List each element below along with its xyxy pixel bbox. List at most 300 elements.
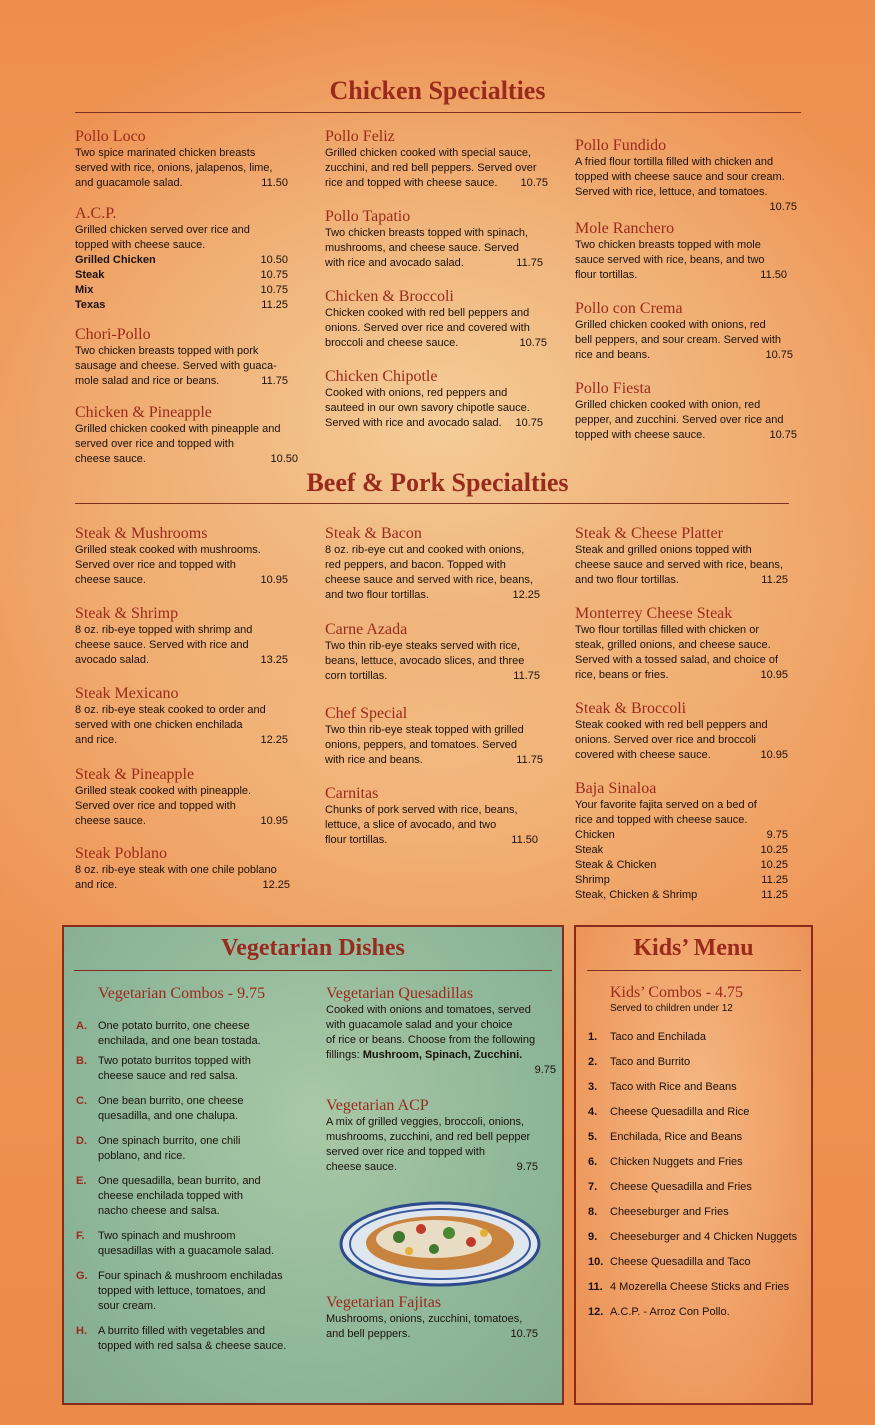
desc-text: and two flour tortillas. <box>575 574 679 586</box>
kids-menu-title: Kids’ Menu <box>633 935 754 961</box>
menu-item-monterrey-cheese-steak <box>575 605 788 683</box>
desc-text: with rice and avocado salad. <box>325 257 464 269</box>
desc-line <box>325 669 540 684</box>
combo-text-line: topped with red salsa & cheese sauce. <box>98 1340 287 1352</box>
menu-item-vegetarian-fajitas <box>326 1294 538 1342</box>
item-price: 11.50 <box>760 269 787 281</box>
combo-text-line: One potato burrito, one cheese <box>98 1020 250 1032</box>
item-description <box>575 238 787 283</box>
desc-line: pepper, and zucchini. Served over rice and <box>575 414 784 426</box>
item-description <box>325 306 547 351</box>
desc-line: Served with rice, lettuce, and tomatoes. <box>575 186 768 198</box>
vegetarian-title-rule <box>74 970 552 971</box>
kids-combos-title: Kids’ Combos - 4.75 <box>610 984 744 1001</box>
item-name: Mole Ranchero <box>575 220 675 237</box>
item-price: 10.50 <box>270 453 298 465</box>
combo-text: 4 Mozerella Cheese Sticks and Fries <box>610 1281 790 1293</box>
desc-line <box>325 753 543 768</box>
menu-item-chicken-and-broccoli <box>325 288 547 351</box>
desc-line: topped with cheese sauce and sour cream. <box>575 171 785 183</box>
item-price: 10.75 <box>765 349 793 361</box>
desc-line: Chunks of pork served with rice, beans, <box>325 804 518 816</box>
combo-number: 5. <box>588 1131 598 1143</box>
price-option <box>75 283 288 298</box>
combo-text: Cheese Quesadilla and Taco <box>610 1256 751 1268</box>
item-description <box>325 639 540 684</box>
desc-line: Two spice marinated chicken breasts <box>75 147 256 159</box>
item-description <box>75 703 288 748</box>
combo-text-line: One spinach burrito, one chili <box>98 1135 241 1147</box>
menu-item-pollo-feliz <box>325 128 548 191</box>
menu-item-steak-and-bacon <box>325 525 540 603</box>
desc-line: cheese sauce and served with rice, beans, <box>325 574 533 586</box>
desc-line <box>325 176 548 191</box>
kids-combo-item <box>588 1030 813 1045</box>
desc-line: A mix of grilled veggies, broccoli, onions, <box>326 1116 525 1128</box>
desc-line: Served over rice and topped with <box>75 800 236 812</box>
kids-combo-item <box>588 1155 813 1170</box>
item-description <box>75 623 288 668</box>
combo-text <box>98 1054 251 1084</box>
item-description <box>75 422 298 467</box>
desc-line <box>325 833 538 848</box>
combo-text <box>98 1094 244 1124</box>
menu-item-pollo-tapatio <box>325 208 543 271</box>
fillings-label: fillings: <box>326 1049 360 1061</box>
combo-letter: H. <box>76 1325 87 1337</box>
item-description <box>75 223 288 313</box>
kids-combo-item <box>588 1080 813 1095</box>
desc-line <box>75 374 288 389</box>
menu-item-chef-special <box>325 705 543 768</box>
desc-line: Two thin rib-eye steak topped with grilled <box>325 724 524 736</box>
desc-line <box>325 256 543 271</box>
item-name: Monterrey Cheese Steak <box>575 605 733 622</box>
price-option <box>75 298 288 313</box>
desc-text: and rice. <box>75 734 118 746</box>
desc-text: cheese sauce. <box>326 1161 397 1173</box>
item-description <box>325 386 543 431</box>
item-price: 11.75 <box>261 375 288 387</box>
desc-text: Served with rice and avocado salad. <box>325 417 502 429</box>
item-description <box>575 155 797 215</box>
combo-text-line: One quesadilla, bean burrito, and <box>98 1175 261 1187</box>
desc-line <box>575 428 797 443</box>
combo-text-line: poblano, and rice. <box>98 1150 186 1162</box>
item-price: 9.75 <box>534 1064 556 1076</box>
desc-line: Grilled chicken served over rice and <box>75 224 250 236</box>
option-price: 10.50 <box>260 254 288 266</box>
option-label: Steak, Chicken & Shrimp <box>575 889 698 901</box>
desc-line: Served with a tossed salad, and choice of <box>575 654 779 666</box>
menu-item-pollo-fiesta <box>575 380 797 443</box>
desc-line: red peppers, and bacon. Topped with <box>325 559 506 571</box>
item-price: 10.95 <box>260 815 288 827</box>
combo-text: A.C.P. - Arroz Con Pollo. <box>610 1306 730 1318</box>
combo-text: Chicken Nuggets and Fries <box>610 1156 743 1168</box>
item-description <box>325 226 543 271</box>
desc-line <box>75 653 288 668</box>
desc-line: sauce served with rice, beans, and two <box>575 254 765 266</box>
desc-line <box>325 336 547 351</box>
desc-text: topped with cheese sauce. <box>575 429 706 441</box>
option-price: 9.75 <box>766 829 788 841</box>
kids-combo-item <box>588 1255 813 1270</box>
item-price: 11.75 <box>513 670 540 682</box>
option-label: Chicken <box>575 829 615 841</box>
desc-line: served with one chicken enchilada <box>75 719 243 731</box>
item-name: Steak & Shrimp <box>75 605 179 622</box>
combo-text-line: Four spinach & mushroom enchiladas <box>98 1270 283 1282</box>
item-name: Chef Special <box>325 705 408 722</box>
kids-title-rule <box>587 970 801 971</box>
combo-number: 9. <box>588 1231 598 1243</box>
desc-line: lettuce, a slice of avocado, and two <box>325 819 497 831</box>
desc-line <box>325 588 540 603</box>
desc-text: and bell peppers. <box>326 1328 411 1340</box>
desc-text: cheese sauce. <box>75 453 146 465</box>
desc-line: A fried flour tortilla filled with chicken and <box>575 156 774 168</box>
combo-text-line: quesadillas with a guacamole salad. <box>98 1245 275 1257</box>
desc-line <box>75 452 298 467</box>
item-price: 10.75 <box>769 201 797 213</box>
item-description <box>75 863 290 893</box>
item-name: Steak Mexicano <box>75 685 179 702</box>
menu-item-chori-pollo <box>75 326 288 389</box>
option-price: 10.25 <box>760 844 788 856</box>
item-description <box>325 803 538 848</box>
desc-line <box>75 176 288 191</box>
desc-line: Chicken cooked with red bell peppers and <box>325 307 530 319</box>
price-option <box>575 858 788 873</box>
item-price: 11.75 <box>516 754 543 766</box>
desc-line: Your favorite fajita served on a bed of <box>575 799 757 811</box>
desc-line: steak, grilled onions, and cheese sauce. <box>575 639 771 651</box>
vegetarian-combo-a <box>76 1019 308 1049</box>
menu-item-steak-and-cheese-platter <box>575 525 788 588</box>
desc-line: Grilled steak cooked with mushrooms. <box>75 544 261 556</box>
vegetarian-combo-f <box>76 1229 308 1259</box>
item-description <box>75 784 288 829</box>
item-name: Steak & Pineapple <box>75 766 195 783</box>
combo-text-line: nacho cheese and salsa. <box>98 1205 220 1217</box>
combo-number: 7. <box>588 1181 598 1193</box>
kids-combo-item <box>588 1130 813 1145</box>
option-price: 11.25 <box>261 299 288 311</box>
option-label: Mix <box>75 284 94 296</box>
fillings-list: Mushroom, Spinach, Zucchini. <box>362 1049 523 1061</box>
option-label: Steak & Chicken <box>575 859 657 871</box>
desc-line: onions. Served over rice and covered with <box>325 322 530 334</box>
combo-number: 4. <box>588 1106 598 1118</box>
desc-line: with guacamole salad and your choice <box>326 1019 513 1031</box>
desc-line <box>75 733 288 748</box>
item-name: Pollo con Crema <box>575 300 683 317</box>
item-price: 12.25 <box>512 589 540 601</box>
item-price: 11.25 <box>761 574 788 586</box>
item-price: 10.75 <box>515 417 543 429</box>
menu-item-mole-ranchero <box>575 220 787 283</box>
vegetarian-panel <box>62 925 564 1405</box>
item-description <box>325 146 548 191</box>
desc-text: corn tortillas. <box>325 670 388 682</box>
desc-line: Steak and grilled onions topped with <box>575 544 752 556</box>
desc-line: Two flour tortillas filled with chicken or <box>575 624 760 636</box>
item-name: A.C.P. <box>75 205 117 222</box>
combo-text: Cheese Quesadilla and Fries <box>610 1181 752 1193</box>
desc-text: flour tortillas. <box>575 269 638 281</box>
price-option <box>75 268 288 283</box>
item-name: Pollo Loco <box>75 128 146 145</box>
item-description <box>75 146 288 191</box>
combo-text <box>98 1019 261 1049</box>
menu-item-steak-and-pineapple <box>75 766 288 829</box>
item-price: 11.50 <box>261 177 288 189</box>
vegetarian-title: Vegetarian Dishes <box>221 935 405 961</box>
desc-line: Grilled steak cooked with pineapple. <box>75 785 252 797</box>
item-price: 10.75 <box>769 429 797 441</box>
item-name: Chicken & Broccoli <box>325 288 454 305</box>
combo-letter: F. <box>76 1230 85 1242</box>
combo-text-line: Two spinach and mushroom <box>98 1230 236 1242</box>
desc-text: rice and topped with cheese sauce. <box>325 177 498 189</box>
desc-line: Grilled chicken cooked with onions, red <box>575 319 766 331</box>
desc-line: onions. Served over rice and broccoli <box>575 734 756 746</box>
vegetarian-combo-c <box>76 1094 308 1124</box>
option-label: Shrimp <box>575 874 610 886</box>
item-description <box>75 543 288 588</box>
item-description <box>325 723 543 768</box>
item-name: Vegetarian ACP <box>326 1097 429 1114</box>
item-name: Chicken Chipotle <box>325 368 438 385</box>
kids-combo-item <box>588 1230 813 1245</box>
price-option <box>575 843 788 858</box>
combo-number: 1. <box>588 1031 598 1043</box>
kids-combo-item <box>588 1205 813 1220</box>
item-description <box>575 398 797 443</box>
item-description <box>75 344 288 389</box>
menu-item-pollo-fundido <box>575 137 797 215</box>
combo-number: 12. <box>588 1306 604 1318</box>
item-name: Steak & Cheese Platter <box>575 525 723 542</box>
desc-line <box>326 1048 556 1063</box>
combo-text <box>98 1269 283 1314</box>
item-name: Chori-Pollo <box>75 326 151 343</box>
item-name: Carne Azada <box>325 621 408 638</box>
item-name: Vegetarian Fajitas <box>326 1294 442 1311</box>
desc-line: sauteed in our own savory chipotle sauce. <box>325 402 530 414</box>
item-name: Pollo Fiesta <box>575 380 652 397</box>
desc-line: mushrooms, zucchini, and red bell pepper <box>326 1131 531 1143</box>
option-price: 10.75 <box>260 269 288 281</box>
combo-number: 6. <box>588 1156 598 1168</box>
menu-item-chicken-and-pineapple <box>75 404 298 467</box>
desc-line: bell peppers, and sour cream. Served with <box>575 334 782 346</box>
menu-item-pollo-loco <box>75 128 288 191</box>
menu-item-vegetarian-quesadillas <box>326 985 556 1078</box>
desc-line: Grilled chicken cooked with special sauce, <box>325 147 532 159</box>
desc-line: 8 oz. rib-eye steak cooked to order and <box>75 704 266 716</box>
combo-text: Taco with Rice and Beans <box>610 1081 737 1093</box>
chicken-title-rule <box>75 112 801 113</box>
item-name: Vegetarian Quesadillas <box>326 985 474 1002</box>
item-description <box>325 543 540 603</box>
combo-letter: E. <box>76 1175 87 1187</box>
combo-text: Enchilada, Rice and Beans <box>610 1131 743 1143</box>
combo-text: Cheese Quesadilla and Rice <box>610 1106 750 1118</box>
combo-text-line: quesadilla, and one chalupa. <box>98 1110 239 1122</box>
desc-line <box>575 668 788 683</box>
desc-text: covered with cheese sauce. <box>575 749 711 761</box>
combo-number: 2. <box>588 1056 598 1068</box>
combo-number: 11. <box>588 1281 603 1293</box>
desc-line: sausage and cheese. Served with guaca- <box>75 360 277 372</box>
item-price: 10.75 <box>520 177 548 189</box>
desc-line <box>575 573 788 588</box>
desc-line: 8 oz. rib-eye steak with one chile poblano <box>75 864 277 876</box>
kids-combo-item <box>588 1305 813 1320</box>
desc-line: Two chicken breasts topped with spinach, <box>325 227 529 239</box>
desc-line: Mushrooms, onions, zucchini, tomatoes, <box>326 1313 523 1325</box>
menu-item-chicken-chipotle <box>325 368 543 431</box>
desc-text: rice, beans or fries. <box>575 669 669 681</box>
menu-item-steak-and-mushrooms <box>75 525 288 588</box>
item-description <box>575 798 788 903</box>
item-description <box>326 1003 556 1078</box>
menu-item-pollo-con-crema <box>575 300 793 363</box>
item-name: Carnitas <box>325 785 379 802</box>
price-option <box>575 873 788 888</box>
desc-text: and two flour tortillas. <box>325 589 429 601</box>
menu-item-baja-sinaloa <box>575 780 788 903</box>
item-price: 9.75 <box>516 1161 538 1173</box>
desc-line: Two chicken breasts topped with mole <box>575 239 761 251</box>
desc-text: avocado salad. <box>75 654 149 666</box>
item-description <box>326 1115 538 1175</box>
combo-text-line: cheese sauce and red salsa. <box>98 1070 239 1082</box>
item-name: Pollo Fundido <box>575 137 667 154</box>
item-description <box>575 718 788 763</box>
desc-line: 8 oz. rib-eye topped with shrimp and <box>75 624 253 636</box>
item-price: 12.25 <box>262 879 290 891</box>
desc-line <box>75 814 288 829</box>
desc-line: onions, peppers, and tomatoes. Served <box>325 739 518 751</box>
desc-line: rice and topped with cheese sauce. <box>575 814 748 826</box>
desc-line: Cooked with onions and tomatoes, served <box>326 1004 531 1016</box>
desc-line: topped with cheese sauce. <box>75 239 206 251</box>
option-label: Texas <box>75 299 106 311</box>
menu-item-steak-poblano <box>75 845 290 893</box>
combo-text <box>98 1174 261 1219</box>
chicken-section-title: Chicken Specialties <box>329 76 546 105</box>
menu-item-steak-mexicano <box>75 685 288 748</box>
kids-combo-item <box>588 1105 813 1120</box>
item-price: 11.50 <box>511 834 538 846</box>
item-name: Steak & Bacon <box>325 525 422 542</box>
beef-title-rule <box>75 503 789 504</box>
item-name: Pollo Tapatio <box>325 208 411 225</box>
combo-text: Cheeseburger and Fries <box>610 1206 729 1218</box>
desc-text: with rice and beans. <box>325 754 423 766</box>
desc-text: cheese sauce. <box>75 815 146 827</box>
combo-letter: D. <box>76 1135 87 1147</box>
menu-item-a-c-p <box>75 205 288 313</box>
desc-line <box>575 748 788 763</box>
desc-text: mole salad and rice or beans. <box>75 375 220 387</box>
desc-line: of rice or beans. Choose from the following <box>326 1034 536 1046</box>
desc-line <box>75 878 290 893</box>
food-plate-image <box>339 1197 541 1287</box>
item-description <box>575 623 788 683</box>
combo-text-line: topped with lettuce, tomatoes, and <box>98 1285 266 1297</box>
item-price: 13.25 <box>260 654 288 666</box>
desc-line: Grilled chicken cooked with pineapple and <box>75 423 281 435</box>
item-name: Pollo Feliz <box>325 128 395 145</box>
option-price: 11.25 <box>761 874 788 886</box>
option-price: 10.25 <box>760 859 788 871</box>
combo-number: 3. <box>588 1081 598 1093</box>
desc-line <box>326 1160 538 1175</box>
desc-line: Steak cooked with red bell peppers and <box>575 719 768 731</box>
combo-text-line: Two potato burritos topped with <box>98 1055 251 1067</box>
desc-line <box>325 416 543 431</box>
item-name: Steak & Mushrooms <box>75 525 208 542</box>
item-description <box>575 318 793 363</box>
kids-age-note: Served to children under 12 <box>610 1003 733 1014</box>
item-price: 10.95 <box>760 669 788 681</box>
item-description <box>326 1312 538 1342</box>
combo-text: Cheeseburger and 4 Chicken Nuggets <box>610 1231 798 1243</box>
item-price: 10.75 <box>519 337 547 349</box>
kids-combo-item <box>588 1280 813 1295</box>
desc-line: served over rice and topped with <box>75 438 234 450</box>
combo-text <box>98 1229 274 1259</box>
combo-text <box>98 1134 240 1164</box>
combo-text <box>98 1324 286 1354</box>
option-price: 10.75 <box>260 284 288 296</box>
vegetarian-combo-h <box>76 1324 308 1354</box>
price-option <box>75 253 288 268</box>
desc-line <box>575 268 787 283</box>
combo-letter: B. <box>76 1055 87 1067</box>
kids-combo-item <box>588 1055 813 1070</box>
item-price: 10.95 <box>760 749 788 761</box>
desc-line: Two chicken breasts topped with pork <box>75 345 259 357</box>
vegetarian-combo-e <box>76 1174 308 1219</box>
desc-text: flour tortillas. <box>325 834 388 846</box>
vegetarian-combo-b <box>76 1054 308 1084</box>
combo-letter: G. <box>76 1270 88 1282</box>
vegetarian-combos-title: Vegetarian Combos - 9.75 <box>98 985 266 1002</box>
desc-text: cheese sauce. <box>75 574 146 586</box>
desc-line <box>75 573 288 588</box>
desc-text: rice and beans. <box>575 349 651 361</box>
kids-combo-item <box>588 1180 813 1195</box>
desc-line <box>326 1327 538 1342</box>
desc-text: broccoli and cheese sauce. <box>325 337 459 349</box>
menu-item-vegetarian-acp <box>326 1097 538 1175</box>
desc-line: zucchini, and red bell peppers. Served over <box>325 162 537 174</box>
item-price: 10.95 <box>260 574 288 586</box>
desc-line: served over rice and topped with <box>326 1146 485 1158</box>
option-label: Grilled Chicken <box>75 254 156 266</box>
desc-line <box>575 348 793 363</box>
combo-text: Taco and Enchilada <box>610 1031 707 1043</box>
item-name: Steak & Broccoli <box>575 700 687 717</box>
menu-item-carnitas <box>325 785 538 848</box>
item-description <box>575 543 788 588</box>
desc-line: cheese sauce and served with rice, beans, <box>575 559 783 571</box>
